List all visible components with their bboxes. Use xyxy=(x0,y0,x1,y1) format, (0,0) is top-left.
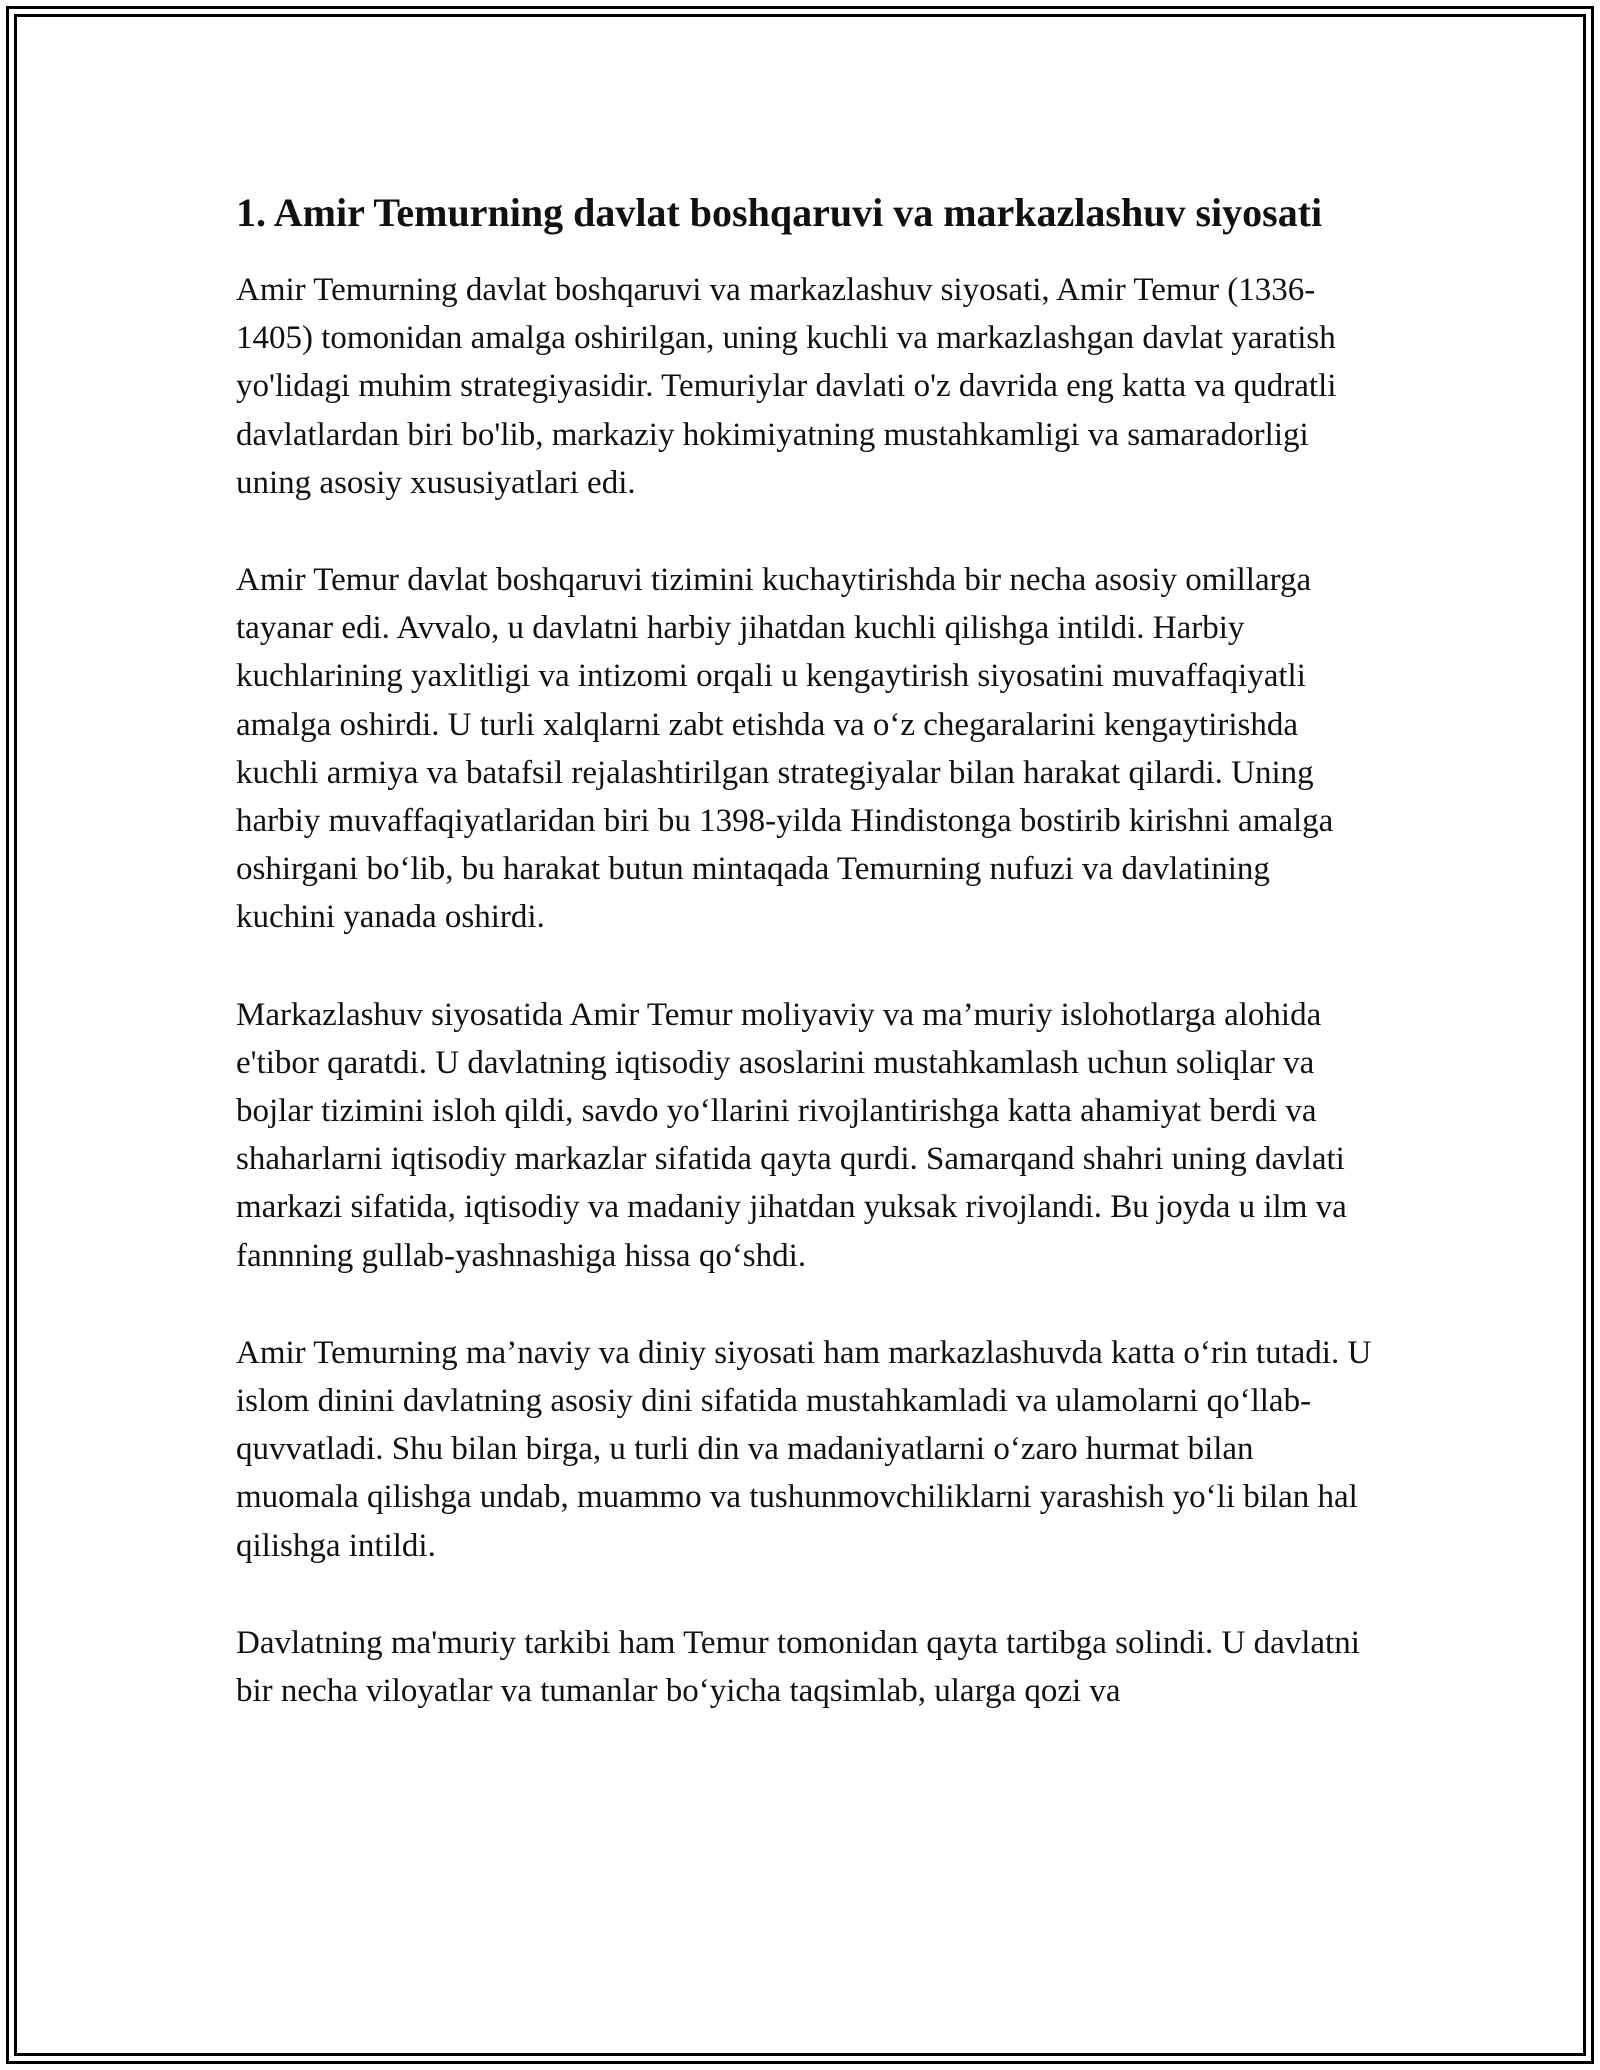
document-body xyxy=(236,186,1376,1764)
paragraph-economy: Markazlashuv siyosatida Amir Temur moliyaviy va ma’muriy islohotlarga alohida e'tibor qaratdi. U davlatning iqtisodiy asoslarini mustahkamlash uchun soliqlar va bojlar tizimini isloh qildi, savdo yo‘llarini rivojlantirishga katta ahamiyat berdi va shaharlarni iqtisodiy markazlar sifatida qayta qurdi. Samarqand shahri uning davlati markazi sifatida, iqtisodiy va madaniy jihatdan yuksak rivojlandi. Bu joyda u ilm va fannning gullab-yashnashiga hissa qo‘shdi. xyxy=(236,996,1347,1274)
paragraph-administration: Davlatning ma'muriy tarkibi ham Temur tomonidan qayta tartibga solindi. U davlatni bir necha viloyatlar va tumanlar bo‘yicha taqsimlab, ularga qozi va xyxy=(236,1624,1360,1710)
paragraph-intro: Amir Temurning davlat boshqaruvi va markazlashuv siyosati, Amir Temur (1336-1405) tomonidan amalga oshirilgan, uning kuchli va markazlashgan davlat yaratish yo'lidagi muhim strategiyasidir. Temuriylar davlati o'z davrida eng katta va qudratli davlatlardan biri bo'lib, markaziy hokimiyatning mustahkamligi va samaradorligi uning asosiy xususiyatlari edi. xyxy=(236,272,1337,501)
paragraph-religion: Amir Temurning ma’naviy va diniy siyosati ham markazlashuvda katta o‘rin tutadi. U islom dinini davlatning asosiy dini sifatida mustahkamladi va ulamolarni qo‘llab-quvvatladi. Shu bilan birga, u turli din va madaniyatlarni o‘zaro hurmat bilan muomala qilishga undab, muammo va tushunmovchiliklarni yarashish yo‘li bilan hal qilishga intildi. xyxy=(236,1334,1372,1564)
paragraph-military: Amir Temur davlat boshqaruvi tizimini kuchaytirishda bir necha asosiy omillarga tayanar edi. Avvalo, u davlatni harbiy jihatdan kuchli qilishga intildi. Harbiy kuchlarining yaxlitligi va intizomi orqali u kengaytirish siyosatini muvaffaqiyatli amalga oshirdi. U turli xalqlarni zabt etishda va o‘z chegaralarini kengaytirishda kuchli armiya va batafsil rejalashtirilgan strategiyalar bilan harakat qilardi. Uning harbiy muvaffaqiyatlaridan biri bu 1398-yilda Hindistonga bostirib kirishni amalga oshirgani bo‘lib, bu harakat butun mintaqada Temurning nufuzi va davlatining kuchini yanada oshirdi. xyxy=(236,562,1334,936)
section-heading: 1. Amir Temurning davlat boshqaruvi va markazlashuv siyosati xyxy=(236,190,1323,235)
